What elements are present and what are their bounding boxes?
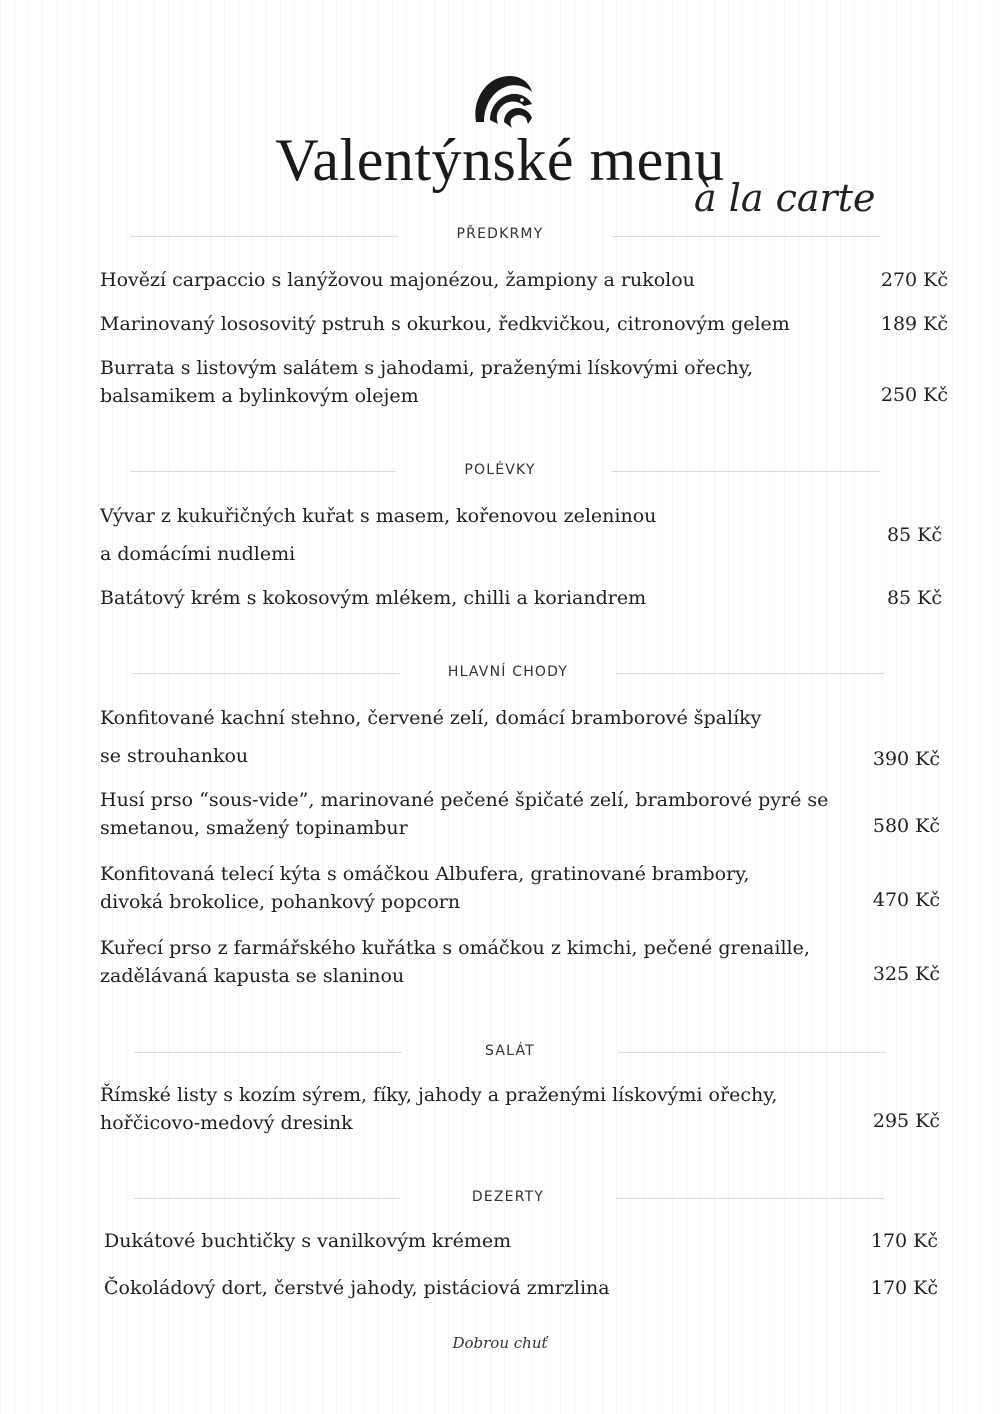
menu-item-name-line1: Kuřecí prso z farmářského kuřátka s omáčkou z kimchi, pečené grenaille, xyxy=(100,937,810,959)
section-title: DEZERTY xyxy=(471,1189,545,1205)
menu-item-name: Marinovaný lososovitý pstruh s okurkou, ředkvičkou, citronovým gelem xyxy=(100,313,790,335)
menu-item-price: 470 Kč xyxy=(872,889,940,911)
menu-item-name-line2: hořčicovo-medový dresink xyxy=(100,1112,353,1134)
eagle-head-logo xyxy=(470,70,538,130)
menu-item-price: 85 Kč xyxy=(886,587,942,609)
menu-item-price: 295 Kč xyxy=(872,1110,940,1132)
menu-item-name-line1: Římské listy s kozím sýrem, fíky, jahody a praženými lískovými ořechy, xyxy=(100,1084,778,1106)
menu-item-price: 85 Kč xyxy=(886,524,942,546)
menu-item-name-line1: Konfitovaná telecí kýta s omáčkou Albufera, gratinované brambory, xyxy=(100,863,750,885)
menu-item-name-line1: Konfitované kachní stehno, červené zelí, domácí bramborové špalíky xyxy=(100,707,762,729)
menu-item-name-line2: divoká brokolice, pohankový popcorn xyxy=(100,891,461,913)
menu-item-price: 580 Kč xyxy=(872,815,940,837)
menu-title: Valentýnské menu xyxy=(275,127,725,193)
menu-item-price: 250 Kč xyxy=(880,384,948,406)
menu-item-price: 189 Kč xyxy=(880,313,948,335)
menu-item-name-line1: Vývar z kukuřičných kuřat s masem, kořenovou zeleninou xyxy=(100,505,657,527)
menu-item-price: 325 Kč xyxy=(872,963,940,985)
menu-item-price: 390 Kč xyxy=(872,748,940,770)
menu-item-name-line2: a domácími nudlemi xyxy=(100,543,296,565)
menu-subtitle: à la carte xyxy=(694,176,876,220)
menu-item-name-line1: Husí prso “sous-vide”, marinované pečené špičaté zelí, bramborové pyré se xyxy=(100,789,829,811)
section-title: SALÁT xyxy=(485,1043,535,1059)
menu-item-price: 170 Kč xyxy=(870,1277,938,1299)
menu-item-name: Hovězí carpaccio s lanýžovou majonézou, žampiony a rukolou xyxy=(100,269,695,291)
section-title: HLAVNÍ CHODY xyxy=(447,664,569,680)
menu-item-name-line2: se strouhankou xyxy=(100,745,249,767)
menu-item-price: 270 Kč xyxy=(880,269,948,291)
section-title: PŘEDKRMY xyxy=(456,226,544,242)
menu-item-name-line1: Burrata s listovým salátem s jahodami, praženými lískovými ořechy, xyxy=(100,357,754,379)
footer-text: Dobrou chuť xyxy=(452,1334,548,1352)
menu-item-name: Čokoládový dort, čerstvé jahody, pistáciová zmrzlina xyxy=(104,1277,610,1299)
menu-item-name: Batátový krém s kokosovým mlékem, chilli a koriandrem xyxy=(100,587,647,609)
menu-item-price: 170 Kč xyxy=(870,1230,938,1252)
menu-item-name-line2: zadělávaná kapusta se slaninou xyxy=(100,965,405,987)
menu-item-name-line2: balsamikem a bylinkovým olejem xyxy=(100,385,419,407)
section-title: POLÉVKY xyxy=(464,462,536,478)
menu-item-name-line2: smetanou, smažený topinambur xyxy=(100,817,408,839)
menu-item-name: Dukátové buchtičky s vanilkovým krémem xyxy=(104,1230,512,1252)
